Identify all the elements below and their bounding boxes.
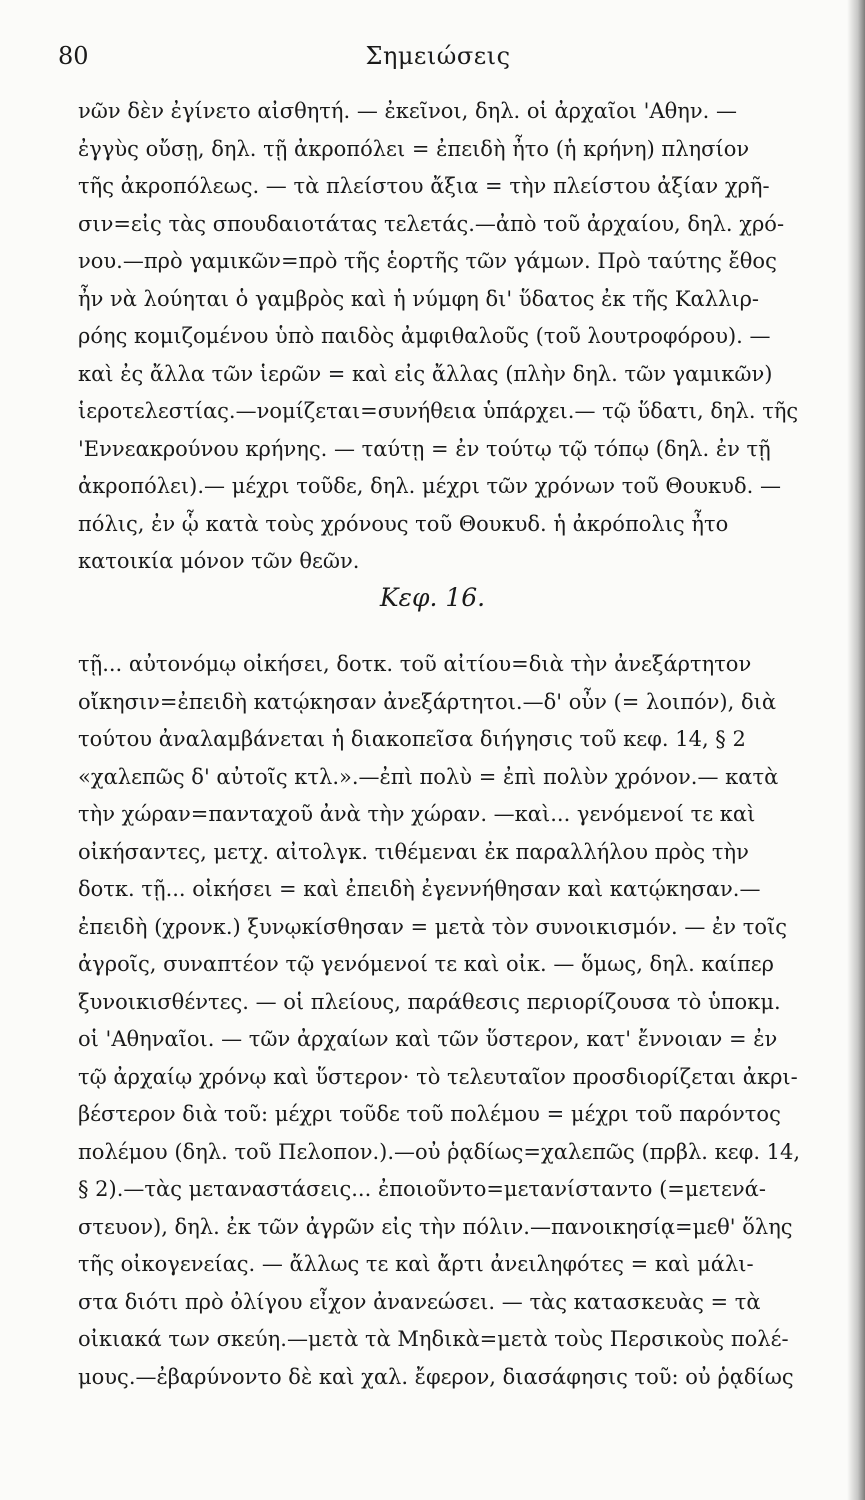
text-line: τῆς ἀκροπόλεως. — τὰ πλείστου ἄξια = τὴν πλείστου ἀξίαν χρῆ- [78,174,770,198]
running-title: Σημειώσεις [365,42,511,70]
text-line: § 2).—τὰς μεταναστάσεις... ἐποιοῦντο=μετανίσταντο (=μετενά- [78,1177,766,1201]
notes-section-top [78,93,820,581]
text-line: ἀγροῖς, συναπτέον τῷ γενόμενοί τε καὶ οἰκ. — ὅμως, δηλ. καίπερ [78,952,774,976]
text-line: τὴν χώραν=πανταχοῦ ἀνὰ τὴν χώραν. —καὶ... γενόμενοί τε καὶ [78,802,756,826]
text-line: στευον), δηλ. ἐκ τῶν ἀγρῶν εἰς τὴν πόλιν.—πανοικησίᾳ=μεθ' ὅλης [78,1214,793,1239]
text-line: οἴκησιν=ἐπειδὴ κατῴκησαν ἀνεξάρτητοι.—δ' οὖν (= λοιπόν), διὰ [78,689,777,714]
text-line: ἱεροτελεστίας.—νομίζεται=συνήθεια ὑπάρχει.— τῷ ὕδατι, δηλ. τῆς [78,399,799,423]
text-line: ἐπειδὴ (χρονκ.) ξυνῳκίσθησαν = μετὰ τὸν συνοικισμόν. — ἐν τοῖς [78,914,787,939]
text-line: «χαλεπῶς δ' αὐτοῖς κτλ.».—ἐπὶ πολὺ = ἐπὶ πολὺν χρόνον.— κατὰ [78,764,779,789]
text-line: πολέμου (δηλ. τοῦ Πελοπον.).—οὐ ῥᾳδίως=χαλεπῶς (πρβλ. κεφ. 14, [78,1139,801,1164]
text-line: καὶ ἐς ἄλλα τῶν ἱερῶν = καὶ εἰς ἄλλας (πλὴν δηλ. τῶν γαμικῶν) [78,361,773,386]
text-line: τῷ ἀρχαίῳ χρόνῳ καὶ ὕστερον· τὸ τελευταῖον προσδιορίζεται ἀκρι- [78,1064,798,1089]
text-line: οἰκιακά των σκεύη.—μετὰ τὰ Μηδικὰ=μετὰ τοὺς Περσικοὺς πολέ- [78,1327,789,1351]
page-edge-shadow [847,0,865,1500]
notes-section-chapter-16 [78,646,820,1396]
text-line: ρόης κομιζομένου ὑπὸ παιδὸς ἀμφιθαλοῦς (τοῦ λουτροφόρου). — [78,324,771,348]
text-line: νῶν δὲν ἐγίνετο αἰσθητή. — ἐκεῖνοι, δηλ. οἱ ἀρχαῖοι 'Αθην. — [78,99,737,123]
page-header [58,36,818,76]
text-line: δοτκ. τῇ... οἰκήσει = καὶ ἐπειδὴ ἐγεννήθησαν καὶ κατῴκησαν.— [78,877,761,901]
text-line: ἦν νὰ λούηται ὁ γαμβρὸς καὶ ἡ νύμφη δι' ὕδατος ἐκ τῆς Καλλιρ- [78,286,760,311]
chapter-heading: Κεφ. 16. [379,583,486,612]
text-line: σιν=εἰς τὰς σπουδαιοτάτας τελετάς.—ἀπὸ τοῦ ἀρχαίου, δηλ. χρό- [78,211,785,236]
text-line: ἀκροπόλει).— μέχρι τοῦδε, δηλ. μέχρι τῶν χρόνων τοῦ Θουκυδ. — [78,474,781,498]
text-line: στα διότι πρὸ ὀλίγου εἶχον ἀνανεώσει. — τὰς κατασκευὰς = τὰ [78,1289,761,1314]
text-line: βέστερον διὰ τοῦ: μέχρι τοῦδε τοῦ πολέμου = μέχρι τοῦ παρόντος [78,1102,781,1126]
text-line: οἰκήσαντες, μετχ. αἰτολγκ. τιθέμεναι ἐκ παραλλήλου πρὸς τὴν [78,839,749,864]
text-line: τούτου ἀναλαμβάνεται ἡ διακοπεῖσα διήγησις τοῦ κεφ. 14, § 2 [78,727,746,751]
text-line: μους.—ἐβαρύνοντο δὲ καὶ χαλ. ἔφερον, διασάφησις τοῦ: οὐ ῥᾳδίως [78,1364,794,1389]
text-line: νου.—πρὸ γαμικῶν=πρὸ τῆς ἑορτῆς τῶν γάμων. Πρὸ ταύτης ἔθος [78,249,777,273]
text-line: κατοικία μόνον τῶν θεῶν. [78,549,360,573]
text-line: οἱ 'Αθηναῖοι. — τῶν ἀρχαίων καὶ τῶν ὕστερον, κατ' ἔννοιαν = ἐν [78,1027,778,1051]
text-line: 'Εννεακρούνου κρήνης. — ταύτῃ = ἐν τούτῳ τῷ τόπῳ (δηλ. ἐν τῇ [78,436,771,461]
text-line: τῇ... αὐτονόμῳ οἰκήσει, δοτκ. τοῦ αἰτίου=διὰ τὴν ἀνεξάρτητον [78,652,752,676]
text-line: τῆς οἰκογενείας. — ἄλλως τε καὶ ἄρτι ἀνειληφότες = καὶ μάλι- [78,1252,754,1276]
page-number: 80 [58,42,89,70]
text-line: ξυνοικισθέντες. — οἱ πλείους, παράθεσις περιορίζουσα τὸ ὑποκμ. [78,989,781,1014]
text-line: ἐγγὺς οὔσῃ, δηλ. τῇ ἀκροπόλει = ἐπειδὴ ἦτο (ἡ κρήνη) πλησίον [78,136,750,161]
text-line: πόλις, ἐν ᾧ κατὰ τοὺς χρόνους τοῦ Θουκυδ. ἡ ἀκρόπολις ἦτο [78,511,729,536]
